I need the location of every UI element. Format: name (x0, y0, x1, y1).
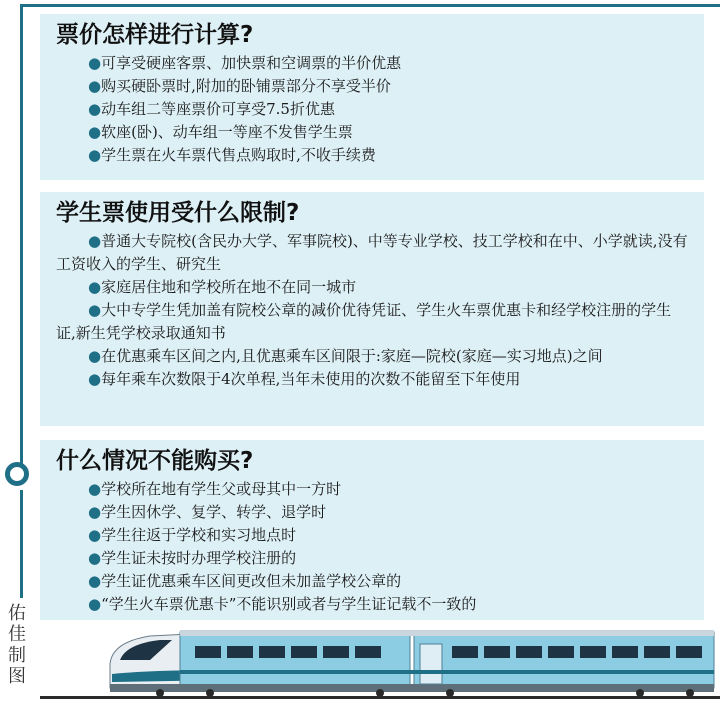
bullet-icon: ● (88, 232, 102, 250)
bullet-icon: ● (88, 480, 102, 498)
list-item: ●学生因休学、复学、转学、退学时 (88, 503, 327, 521)
train-car (414, 632, 714, 688)
train-wheel (686, 689, 694, 697)
list-item: ●学生往返于学校和实习地点时 (88, 526, 297, 544)
section-title: 学生票使用受什么限制? (56, 200, 300, 226)
train-window (195, 646, 221, 658)
bullet-icon: ● (88, 549, 102, 567)
frame-top-line (20, 4, 720, 7)
frame-left-line (20, 4, 23, 464)
train-stripe (180, 670, 714, 674)
list-item: ●每年乘车次数限于4次单程,当年未使用的次数不能留至下年使用 (88, 370, 521, 388)
list-item: ●可享受硬座客票、加快票和空调票的半价优惠 (88, 54, 402, 72)
bullet-icon: ● (88, 347, 102, 365)
train-window (323, 646, 349, 658)
list-item: ●购买硬卧票时,附加的卧铺票部分不享受半价 (88, 77, 391, 95)
train-window (355, 646, 381, 658)
train-car (180, 632, 410, 688)
train-window (259, 646, 285, 658)
train-door (420, 644, 442, 684)
ring-ornament (5, 462, 29, 486)
list-item: ●家庭居住地和学校所在地不在同一城市 (88, 278, 357, 296)
credit-label: 佑佳制图 (8, 603, 26, 687)
train-window (484, 646, 510, 658)
bullet-icon: ● (88, 301, 102, 319)
bullet-icon: ● (88, 146, 102, 164)
section-usage-restrictions (40, 192, 704, 426)
train-window (580, 646, 606, 658)
train-wheel (206, 689, 214, 697)
bullet-icon: ● (88, 572, 102, 590)
train-illustration (0, 600, 725, 703)
train-window (291, 646, 317, 658)
bullet-icon: ● (88, 278, 102, 296)
list-item: ●大中专学生凭加盖有院校公章的减价优待凭证、学生火车票优惠卡和经学校注册的学生证,新生凭学校录取通知书 (56, 301, 672, 342)
list-item: ●学生票在火车票代售点购取时,不收手续费 (88, 146, 376, 164)
bullet-icon: ● (88, 503, 102, 521)
section-ineligible-cases (40, 440, 704, 620)
section-title: 票价怎样进行计算? (56, 22, 254, 48)
train-wheel (376, 689, 384, 697)
section-title: 什么情况不能购买? (56, 448, 254, 474)
bullet-icon: ● (88, 370, 102, 388)
bullet-icon: ● (88, 595, 102, 613)
bullet-icon: ● (88, 123, 102, 141)
section-fare-calculation (40, 14, 704, 180)
list-item: ●软座(卧)、动车组一等座不发售学生票 (88, 123, 353, 141)
train-wheel (636, 689, 644, 697)
list-item: ●动车组二等座票价可享受7.5折优惠 (88, 100, 335, 118)
list-item: ●“学生火车票优惠卡”不能识别或者与学生证记载不一致的 (88, 595, 477, 613)
train-wheel (156, 689, 164, 697)
list-item: ●学生证优惠乘车区间更改但未加盖学校公章的 (88, 572, 402, 590)
train-wheel (446, 689, 454, 697)
bullet-icon: ● (88, 100, 102, 118)
train-window (612, 646, 638, 658)
train-window (452, 646, 478, 658)
frame-left-line-lower (20, 490, 23, 598)
train-bottom (110, 684, 714, 692)
bullet-icon: ● (88, 526, 102, 544)
train-window (516, 646, 542, 658)
bullet-icon: ● (88, 77, 102, 95)
train-window (227, 646, 253, 658)
train-window (676, 646, 702, 658)
bullet-icon: ● (88, 54, 102, 72)
train-window (548, 646, 574, 658)
train-window (644, 646, 670, 658)
list-item: ●在优惠乘车区间之内,且优惠乘车区间限于:家庭—院校(家庭—实习地点)之间 (88, 347, 603, 365)
list-item: ●学校所在地有学生父或母其中一方时 (88, 480, 342, 498)
list-item: ●普通大专院校(含民办大学、军事院校)、中等专业学校、技工学校和在中、小学就读,没有工资收入的学生、研究生 (56, 232, 688, 273)
train-roof (180, 630, 714, 636)
list-item: ●学生证未按时办理学校注册的 (88, 549, 297, 567)
